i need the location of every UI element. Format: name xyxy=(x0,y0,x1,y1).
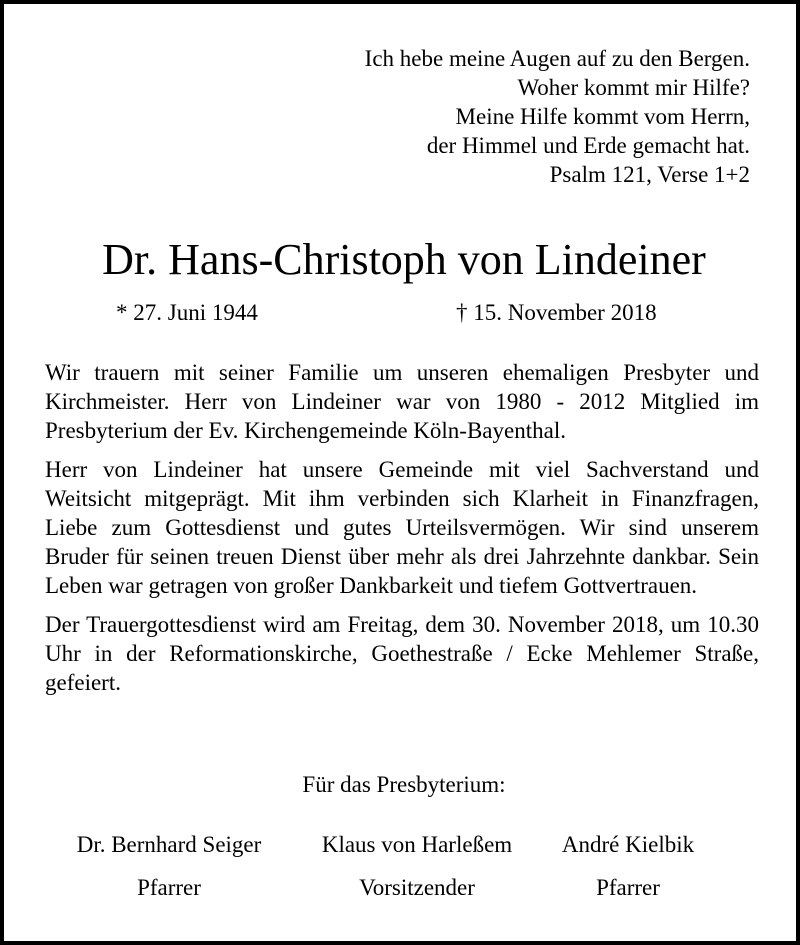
signatory-role: Pfarrer xyxy=(596,875,660,900)
signature-block xyxy=(488,830,768,903)
signatory-name: Klaus von Harleßem xyxy=(321,832,513,857)
birth-date: * 27. Juni 1944 xyxy=(116,300,258,325)
verse-line: Meine Hilfe kommt vom Herrn, xyxy=(455,104,750,129)
signature-heading: Für das Presbyterium: xyxy=(302,772,506,797)
paragraph-tribute: Herr von Lindeiner hat unsere Gemeinde mit viel Sachverstand und Weitsicht mitgeprägt. Mit ihm verbinden sich Klarheit in Finanzfragen, Liebe zum Gottesdienst und gutes Urteilsvermögen. Wir sind unserem Bruder für seinen treuen Dienst über mehr als drei Jahrzehnte dankbar. Sein Leben war getragen von großer Dankbarkeit und tiefem Gottvertrauen. xyxy=(45,457,759,598)
psalm-verse xyxy=(365,44,750,189)
paragraph-mourning: Wir trauern mit seiner Familie um unseren ehemaligen Presbyter und Kirchmeister. Herr von Lindeiner war von 1980 - 2012 Mitglied im Presbyterium der Ev. Kirchengemeinde Köln-Bayenthal. xyxy=(45,360,759,443)
verse-line: Woher kommt mir Hilfe? xyxy=(517,75,750,100)
signatory-role: Pfarrer xyxy=(137,875,201,900)
signatory-name: André Kielbik xyxy=(561,832,695,857)
death-date: † 15. November 2018 xyxy=(456,300,657,325)
paragraph-service: Der Trauergottesdienst wird am Freitag, dem 30. November 2018, um 10.30 Uhr in der Reformationskirche, Goethestraße / Ecke Mehlemer Straße, gefeiert. xyxy=(45,612,759,695)
obituary-text xyxy=(45,358,759,697)
verse-line: Ich hebe meine Augen auf zu den Bergen. xyxy=(364,46,750,71)
signature-block xyxy=(29,830,309,903)
signatory-name: Dr. Bernhard Seiger xyxy=(76,832,262,857)
verse-line: der Himmel und Erde gemacht hat. xyxy=(426,133,750,158)
deceased-name: Dr. Hans-Christoph von Lindeiner xyxy=(102,235,706,284)
verse-citation: Psalm 121, Verse 1+2 xyxy=(549,162,750,187)
signatory-role: Vorsitzender xyxy=(359,875,475,900)
